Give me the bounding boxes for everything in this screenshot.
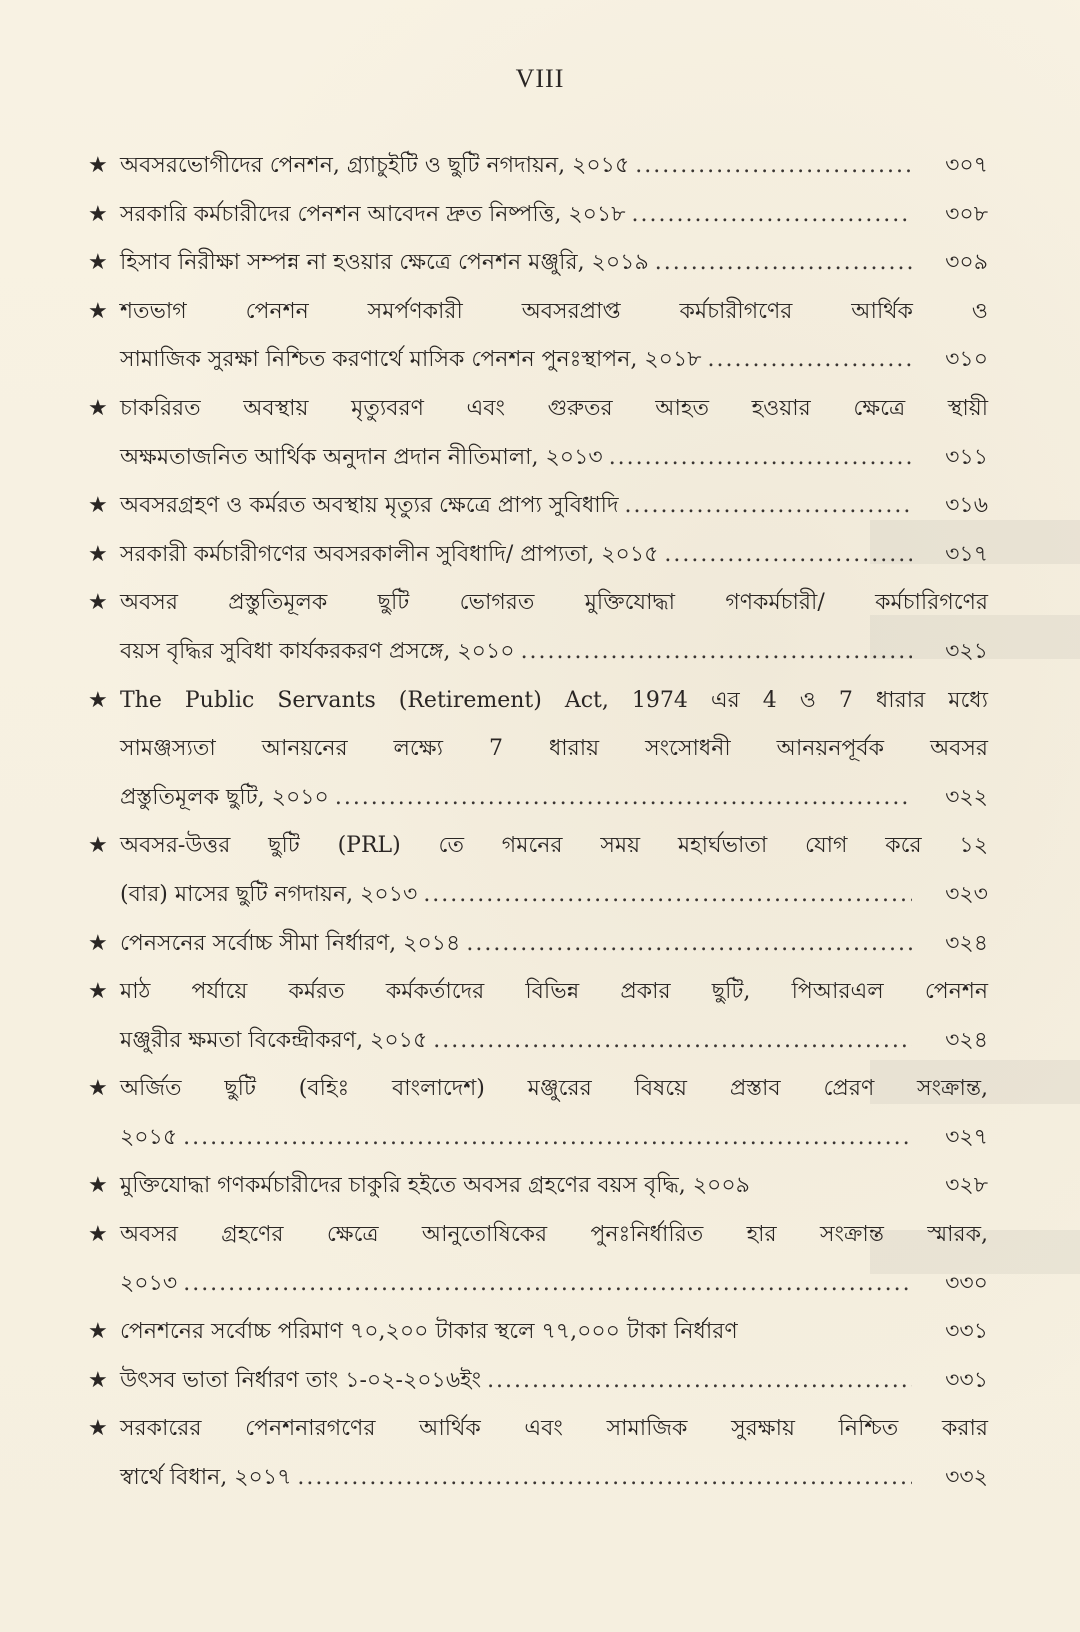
toc-entry-line [120, 434, 988, 483]
toc-entry-title: অবসর প্রস্তুতিমূলক ছুটি ভোগরত মুক্তিযোদ্ধা গণকর্মচারী/ কর্মচারিগণের [120, 590, 988, 616]
toc-entry[interactable] [88, 1065, 988, 1162]
toc-page-number[interactable]: ৩২৭ [945, 1124, 988, 1150]
toc-page-number[interactable]: ৩২৪ [945, 930, 988, 956]
star-bullet-icon: ★ [88, 1416, 108, 1442]
toc-entry-line [120, 1405, 988, 1454]
toc-entry[interactable] [88, 385, 988, 482]
toc-entry-line [120, 1357, 988, 1406]
table-of-contents [88, 142, 988, 1503]
dot-leader [487, 1357, 912, 1406]
dot-leader [632, 191, 913, 240]
toc-entry[interactable] [88, 142, 988, 191]
dot-leader [335, 774, 912, 823]
page-number-header: VIII [515, 64, 565, 93]
toc-entry[interactable] [88, 288, 988, 385]
toc-page-number[interactable]: ৩৩২ [945, 1465, 988, 1491]
toc-entry-line [120, 822, 988, 871]
toc-page-number[interactable]: ৩০৭ [945, 153, 988, 178]
star-bullet-icon: ★ [88, 930, 108, 956]
toc-entry[interactable] [88, 531, 988, 580]
star-bullet-icon: ★ [88, 590, 108, 616]
toc-page-number[interactable]: ৩১০ [945, 347, 988, 373]
toc-page-number[interactable]: ৩১৭ [945, 541, 988, 567]
toc-page-number[interactable]: ৩২৪ [945, 1027, 988, 1053]
toc-entry-line [120, 385, 988, 434]
toc-entry-line [120, 142, 988, 191]
toc-entry-line [120, 1308, 988, 1357]
dot-leader [183, 1260, 912, 1309]
toc-entry-title: পেনসনের সর্বোচ্চ সীমা নির্ধারণ, ২০১৪ [120, 930, 461, 956]
toc-entry[interactable] [88, 579, 988, 676]
toc-entry-line [120, 1065, 988, 1114]
toc-entry-line [120, 288, 988, 337]
toc-entry[interactable] [88, 1162, 988, 1211]
dot-leader [466, 920, 912, 969]
toc-entry-line [120, 677, 988, 726]
toc-entry-line [120, 1017, 988, 1066]
toc-page-number[interactable]: ৩২৮ [945, 1173, 988, 1199]
toc-entry[interactable] [88, 920, 988, 969]
toc-entry[interactable] [88, 968, 988, 1065]
toc-page-number[interactable]: ৩০৮ [945, 201, 988, 227]
toc-entry-line [120, 871, 988, 920]
dot-leader [609, 434, 912, 483]
toc-entry[interactable] [88, 1211, 988, 1308]
toc-page-number[interactable]: ৩৩১ [945, 1367, 988, 1393]
toc-entry-title: মাঠ পর্যায়ে কর্মরত কর্মকর্তাদের বিভিন্ন প্রকার ছুটি, পিআরএল পেনশন [120, 979, 988, 1005]
toc-entry[interactable] [88, 677, 988, 823]
toc-entry-title: অক্ষমতাজনিত আর্থিক অনুদান প্রদান নীতিমালা, ২০১৩ [120, 444, 603, 470]
toc-page-number[interactable]: ৩৩১ [945, 1319, 988, 1345]
toc-page-number[interactable]: ৩২৩ [945, 881, 988, 907]
toc-entry-title: বয়স বৃদ্ধির সুবিধা কার্যকরকরণ প্রসঙ্গে, ২০১০ [120, 638, 515, 664]
toc-entry-line [120, 920, 988, 969]
toc-entry-line [120, 628, 988, 677]
star-bullet-icon: ★ [88, 541, 108, 567]
toc-page-number[interactable]: ৩১৬ [945, 493, 988, 519]
dot-leader [423, 871, 912, 920]
toc-entry-title: শতভাগ পেনশন সমর্পণকারী অবসরপ্রাপ্ত কর্মচারীগণের আর্থিক ও [120, 298, 988, 324]
dot-leader [655, 239, 912, 288]
dot-leader [433, 1017, 912, 1066]
toc-entry-title: প্রস্তুতিমূলক ছুটি, ২০১০ [120, 784, 329, 810]
toc-entry[interactable] [88, 1405, 988, 1502]
star-bullet-icon: ★ [88, 1222, 108, 1248]
toc-entry-title: ২০১৩ [120, 1270, 178, 1296]
toc-entry-title: সামাজিক সুরক্ষা নিশ্চিত করণার্থে মাসিক পেনশন পুনঃস্থাপন, ২০১৮ [120, 347, 702, 373]
toc-entry-title: সরকারী কর্মচারীগণের অবসরকালীন সুবিধাদি/ প্রাপ্যতা, ২০১৫ [120, 541, 659, 567]
dot-leader [635, 142, 912, 191]
star-bullet-icon: ★ [88, 493, 108, 519]
star-bullet-icon: ★ [88, 250, 108, 276]
toc-entry-title: স্বার্থে বিধান, ২০১৭ [120, 1465, 292, 1491]
star-bullet-icon: ★ [88, 1173, 108, 1199]
toc-entry-title: The Public Servants (Retirement) Act, 1974 এর 4 ও 7 ধারার মধ্যে [120, 687, 988, 713]
toc-entry-title: অবসরগ্রহণ ও কর্মরত অবস্থায় মৃত্যুর ক্ষেত্রে প্রাপ্য সুবিধাদি [120, 493, 619, 519]
star-bullet-icon: ★ [88, 687, 108, 713]
toc-entry[interactable] [88, 1357, 988, 1406]
toc-page-number[interactable]: ৩০৯ [945, 250, 988, 276]
star-bullet-icon: ★ [88, 1319, 108, 1345]
toc-entry-line [120, 531, 988, 580]
toc-entry-title: অর্জিত ছুটি (বহিঃ বাংলাদেশ) মঞ্জুরের বিষয়ে প্রস্তাব প্রেরণ সংক্রান্ত, [120, 1076, 988, 1102]
toc-entry-title: সরকারের পেনশনারগণের আর্থিক এবং সামাজিক সুরক্ষায় নিশ্চিত করার [120, 1416, 988, 1442]
toc-entry-line [120, 1211, 988, 1260]
toc-entry-line [120, 1260, 988, 1309]
toc-entry[interactable] [88, 822, 988, 919]
star-bullet-icon: ★ [88, 1076, 108, 1102]
toc-entry-title: মুক্তিযোদ্ধা গণকর্মচারীদের চাকুরি হইতে অবসর গ্রহণের বয়স বৃদ্ধি, ২০০৯ [120, 1173, 750, 1199]
toc-page-number[interactable]: ৩২২ [945, 784, 988, 810]
toc-page-number[interactable]: ৩২১ [945, 638, 988, 664]
dot-leader [297, 1454, 912, 1503]
toc-entry-title: চাকরিরত অবস্থায় মৃত্যুবরণ এবং গুরুতর আহত হওয়ার ক্ষেত্রে স্থায়ী [120, 395, 988, 421]
toc-entry-line [120, 1162, 988, 1211]
toc-entry-title: অবসরভোগীদের পেনশন, গ্র্যাচুইটি ও ছুটি নগদায়ন, ২০১৫ [120, 153, 630, 178]
toc-entry-line [120, 191, 988, 240]
toc-entry-title: সরকারি কর্মচারীদের পেনশন আবেদন দ্রুত নিষ্পত্তি, ২০১৮ [120, 201, 626, 227]
star-bullet-icon: ★ [88, 1367, 108, 1393]
dot-leader [521, 628, 912, 677]
toc-entry-line [120, 579, 988, 628]
toc-entry-title: মঞ্জুরীর ক্ষমতা বিকেন্দ্রীকরণ, ২০১৫ [120, 1027, 428, 1053]
star-bullet-icon: ★ [88, 833, 108, 859]
toc-entry-line [120, 725, 988, 774]
star-bullet-icon: ★ [88, 979, 108, 1005]
toc-entry-title: অবসর গ্রহণের ক্ষেত্রে আনুতোষিকের পুনঃনির্ধারিত হার সংক্রান্ত স্মারক, [120, 1222, 988, 1248]
dot-leader [183, 1114, 912, 1163]
dot-leader [708, 336, 912, 385]
toc-entry-title: হিসাব নিরীক্ষা সম্পন্ন না হওয়ার ক্ষেত্রে পেনশন মঞ্জুরি, ২০১৯ [120, 250, 649, 276]
toc-entry[interactable] [88, 1308, 988, 1357]
star-bullet-icon: ★ [88, 395, 108, 421]
toc-entry-line [120, 774, 988, 823]
dot-leader [625, 482, 912, 531]
toc-entry[interactable] [88, 239, 988, 288]
toc-entry-title: (বার) মাসের ছুটি নগদায়ন, ২০১৩ [120, 881, 418, 907]
toc-entry-line [120, 968, 988, 1017]
toc-entry[interactable] [88, 482, 988, 531]
toc-page-number[interactable]: ৩১১ [945, 444, 988, 470]
toc-entry-title: উৎসব ভাতা নির্ধারণ তাং ১-০২-২০১৬ইং [120, 1367, 482, 1393]
toc-entry-title: পেনশনের সর্বোচ্চ পরিমাণ ৭০,২০০ টাকার স্থলে ৭৭,০০০ টাকা নির্ধারণ [120, 1319, 738, 1345]
star-bullet-icon: ★ [88, 153, 108, 178]
toc-entry-line [120, 1114, 988, 1163]
toc-entry[interactable] [88, 191, 988, 240]
toc-entry-line [120, 336, 988, 385]
toc-entry-title: ২০১৫ [120, 1124, 178, 1150]
toc-entry-line [120, 1454, 988, 1503]
dot-leader [664, 531, 912, 580]
toc-entry-title: সামঞ্জস্যতা আনয়নের লক্ষ্যে 7 ধারায় সংসোধনী আনয়নপূর্বক অবসর [120, 736, 988, 762]
toc-entry-title: অবসর-উত্তর ছুটি (PRL) তে গমনের সময় মহার্ঘভাতা যোগ করে ১২ [120, 833, 988, 859]
star-bullet-icon: ★ [88, 201, 108, 227]
toc-entry-line [120, 239, 988, 288]
toc-entry-line [120, 482, 988, 531]
toc-page-number[interactable]: ৩৩০ [945, 1270, 988, 1296]
star-bullet-icon: ★ [88, 298, 108, 324]
